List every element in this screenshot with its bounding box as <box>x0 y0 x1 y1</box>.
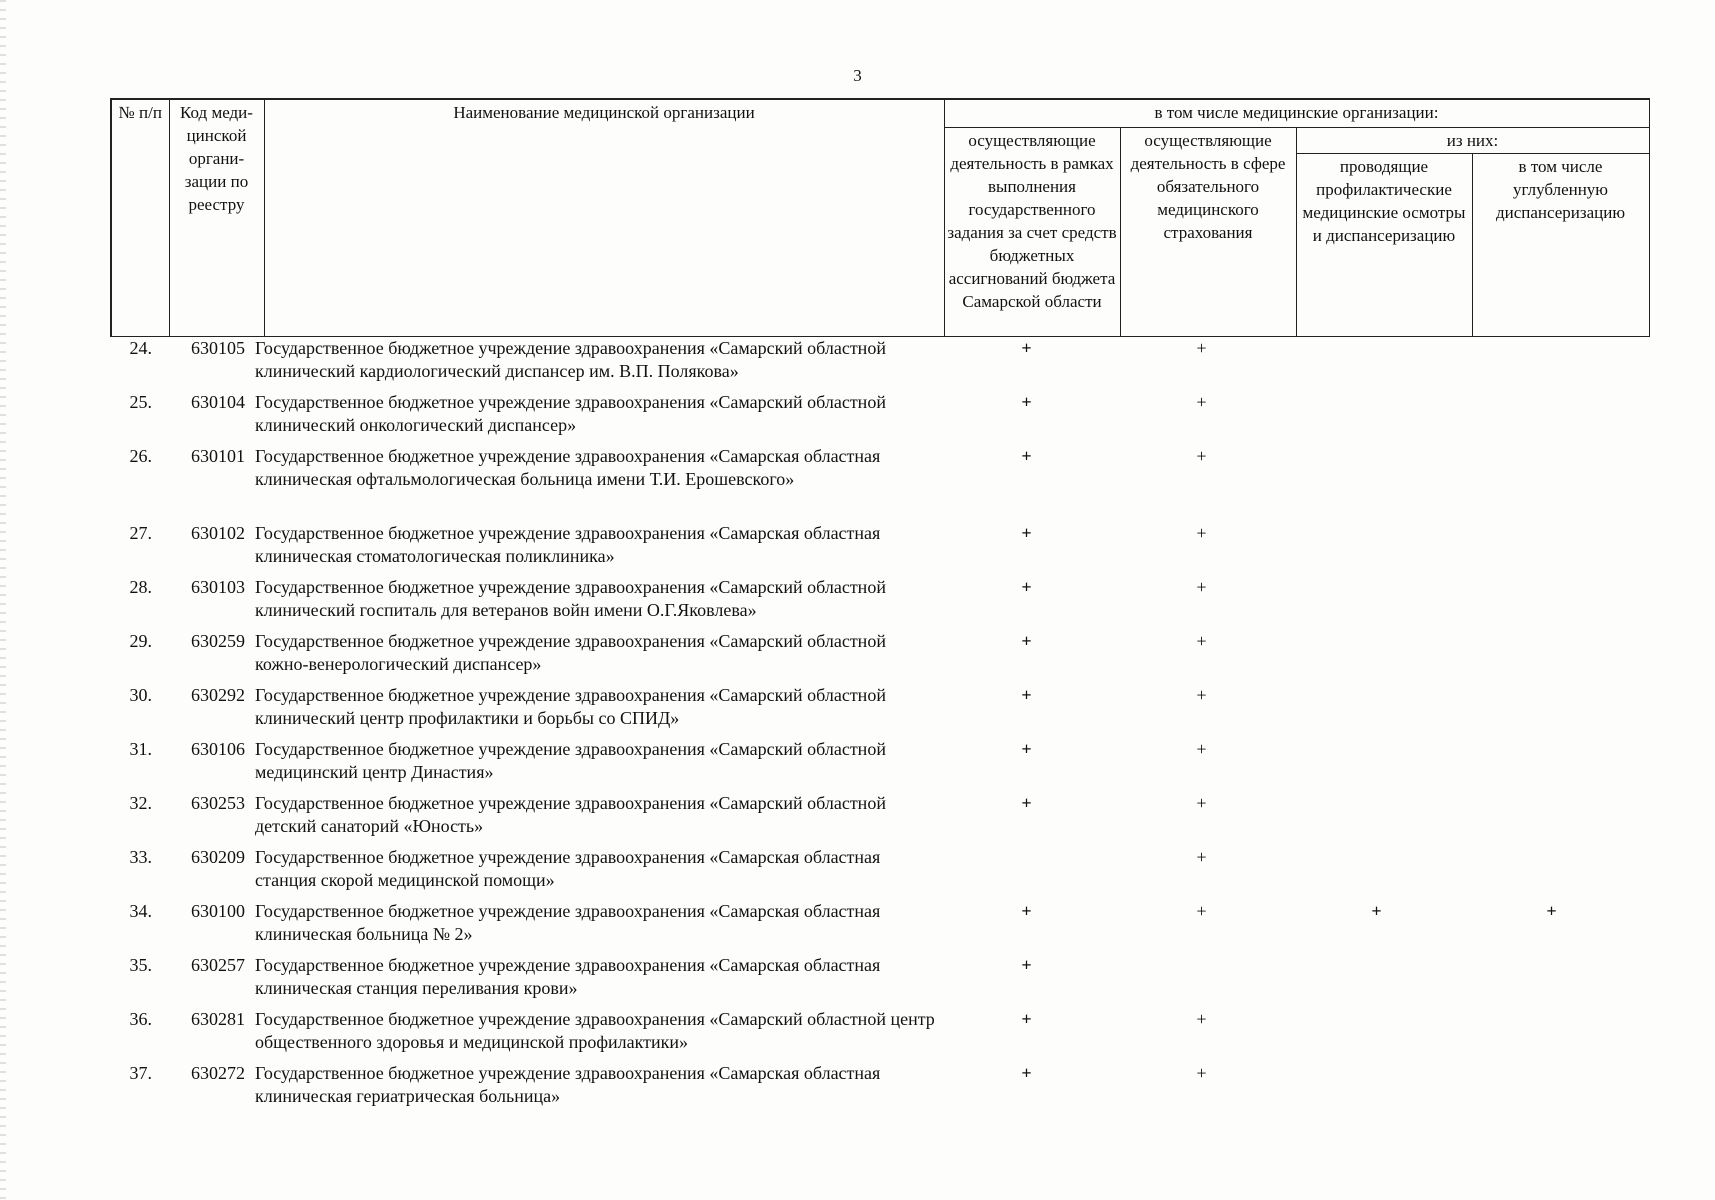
table-row <box>110 684 1650 738</box>
table-row <box>110 738 1650 792</box>
row-name: Государственное бюджетное учреждение здравоохранения «Самарский областной клинический онкологический диспансер» <box>255 392 886 435</box>
row-oms-mark: + <box>1196 577 1207 597</box>
table-row <box>110 900 1650 954</box>
table-row <box>110 576 1650 630</box>
page-number: 3 <box>853 66 862 85</box>
table-body <box>110 337 1650 1116</box>
row-budget-mark: + <box>1021 338 1032 358</box>
row-name: Государственное бюджетное учреждение здравоохранения «Самарская областная станция скорой медицинской помощи» <box>255 847 881 890</box>
table-header <box>110 98 1650 337</box>
row-name: Государственное бюджетное учреждение здравоохранения «Самарская областная клиническая стоматологическая поликлиника» <box>255 523 881 566</box>
row-number: 24. <box>129 338 152 358</box>
row-budget-mark: + <box>1021 793 1032 813</box>
row-budget-mark: + <box>1021 685 1032 705</box>
table-row <box>110 337 1650 391</box>
table-row <box>110 846 1650 900</box>
row-oms-mark: + <box>1196 847 1207 867</box>
row-code: 630105 <box>191 338 245 358</box>
row-oms-mark: + <box>1196 901 1207 921</box>
row-code: 630253 <box>191 793 245 813</box>
row-code: 630106 <box>191 739 245 759</box>
header-num: № п/п <box>111 99 169 336</box>
row-budget-mark: + <box>1021 955 1032 975</box>
row-oms-mark: + <box>1196 392 1207 412</box>
row-code: 630292 <box>191 685 245 705</box>
row-name: Государственное бюджетное учреждение здравоохранения «Самарская областная клиническая гериатрическая больница» <box>255 1063 881 1106</box>
row-code: 630104 <box>191 392 245 412</box>
row-number: 32. <box>129 793 152 813</box>
row-code: 630101 <box>191 446 245 466</box>
row-budget-mark: + <box>1021 577 1032 597</box>
row-number: 29. <box>129 631 152 651</box>
row-name: Государственное бюджетное учреждение здравоохранения «Самарский областной клинический госпиталь для ветеранов войн имени О.Г.Яковлева» <box>255 577 886 620</box>
row-code: 630100 <box>191 901 245 921</box>
row-number: 34. <box>129 901 152 921</box>
table-row <box>110 522 1650 576</box>
row-budget-mark: + <box>1021 901 1032 921</box>
row-oms-mark: + <box>1196 1009 1207 1029</box>
row-number: 27. <box>129 523 152 543</box>
row-name: Государственное бюджетное учреждение здравоохранения «Самарский областной клинический кардиологический диспансер им. В.П. Полякова» <box>255 338 886 381</box>
row-name: Государственное бюджетное учреждение здравоохранения «Самарский областной детский санаторий «Юность» <box>255 793 886 836</box>
row-number: 36. <box>129 1009 152 1029</box>
row-code: 630102 <box>191 523 245 543</box>
row-number: 33. <box>129 847 152 867</box>
row-code: 630281 <box>191 1009 245 1029</box>
table-row <box>110 1062 1650 1116</box>
row-code: 630103 <box>191 577 245 597</box>
header-group: в том числе медицинские организации: <box>944 99 1649 127</box>
row-code: 630257 <box>191 955 245 975</box>
row-budget-mark: + <box>1021 631 1032 651</box>
row-name: Государственное бюджетное учреждение здравоохранения «Самарский областной медицинский центр Династия» <box>255 739 886 782</box>
row-oms-mark: + <box>1196 793 1207 813</box>
table-row <box>110 954 1650 1008</box>
table-row <box>110 630 1650 684</box>
row-budget-mark: + <box>1021 446 1032 466</box>
header-deep: в том числе углубленную диспансеризацию <box>1472 153 1649 336</box>
row-name: Государственное бюджетное учреждение здравоохранения «Самарская областная клиническая станция переливания крови» <box>255 955 881 998</box>
header-budget: осуществляющие деятельность в рамках выполнения государственного задания за счет средств бюджетных ассигнований бюджета Самарской области <box>944 127 1120 336</box>
row-oms-mark: + <box>1196 338 1207 358</box>
row-budget-mark: + <box>1021 1063 1032 1083</box>
table-row <box>110 391 1650 445</box>
table-row <box>110 445 1650 522</box>
row-budget-mark: + <box>1021 392 1032 412</box>
scan-edge-artifact <box>0 0 6 1200</box>
row-name: Государственное бюджетное учреждение здравоохранения «Самарский областной клинический центр профилактики и борьбы со СПИД» <box>255 685 886 728</box>
row-number: 31. <box>129 739 152 759</box>
row-oms-mark: + <box>1196 631 1207 651</box>
row-budget-mark: + <box>1021 739 1032 759</box>
row-budget-mark: + <box>1021 1009 1032 1029</box>
row-number: 30. <box>129 685 152 705</box>
table-row <box>110 792 1650 846</box>
header-code: Код меди-цинской органи-зации по реестру <box>169 99 264 336</box>
row-name: Государственное бюджетное учреждение здравоохранения «Самарская областная клиническая больница № 2» <box>255 901 881 944</box>
row-number: 28. <box>129 577 152 597</box>
row-oms-mark: + <box>1196 446 1207 466</box>
row-code: 630272 <box>191 1063 245 1083</box>
row-oms-mark: + <box>1196 1063 1207 1083</box>
header-oms: осуществляющие деятельность в сфере обязательного медицинского страхования <box>1120 127 1296 336</box>
table-row <box>110 1008 1650 1062</box>
header-of-them: из них: <box>1296 127 1649 153</box>
row-oms-mark: + <box>1196 685 1207 705</box>
row-number: 26. <box>129 446 152 466</box>
header-prof: проводящие профилактические медицинские осмотры и диспансеризацию <box>1296 153 1472 336</box>
row-oms-mark: + <box>1196 739 1207 759</box>
row-name: Государственное бюджетное учреждение здравоохранения «Самарский областной центр общественного здоровья и медицинской профилактики» <box>255 1009 935 1052</box>
row-code: 630209 <box>191 847 245 867</box>
row-budget-mark: + <box>1021 523 1032 543</box>
row-number: 25. <box>129 392 152 412</box>
header-name: Наименование медицинской организации <box>264 99 944 336</box>
row-name: Государственное бюджетное учреждение здравоохранения «Самарский областной кожно-венерологический диспансер» <box>255 631 886 674</box>
row-oms-mark: + <box>1196 523 1207 543</box>
row-number: 37. <box>129 1063 152 1083</box>
row-deep-mark: + <box>1546 901 1557 921</box>
row-code: 630259 <box>191 631 245 651</box>
row-name: Государственное бюджетное учреждение здравоохранения «Самарская областная клиническая офтальмологическая больница имени Т.И. Ерошевского» <box>255 446 881 489</box>
row-number: 35. <box>129 955 152 975</box>
row-prof-mark: + <box>1371 901 1382 921</box>
